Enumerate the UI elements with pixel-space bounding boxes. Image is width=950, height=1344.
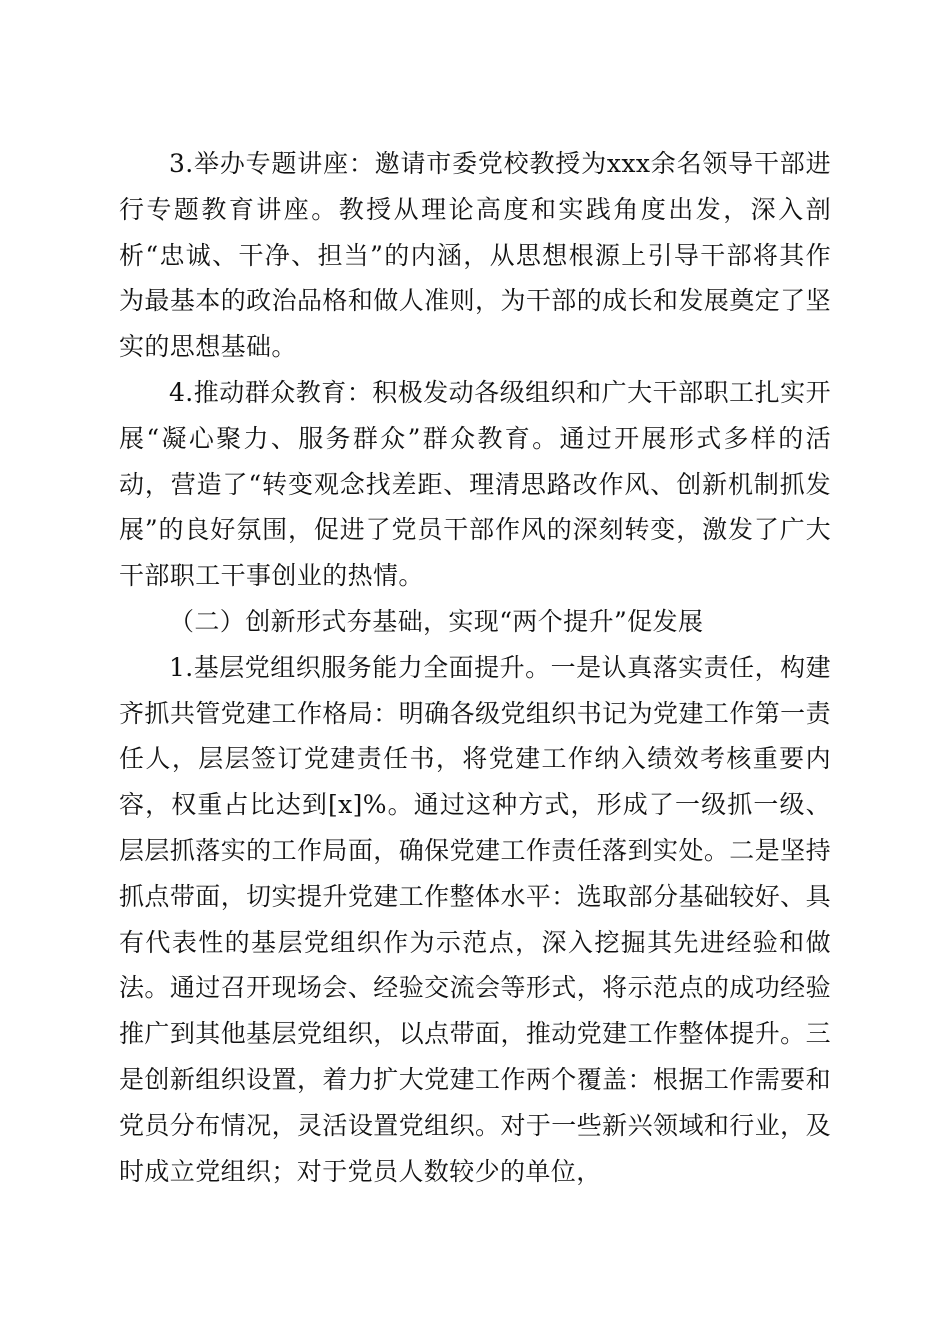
paragraph-service-capacity: 1.基层党组织服务能力全面提升。一是认真落实责任，构建齐抓共管党建工作格局：明确各级党组织书记为党建工作第一责任人，层层签订党建责任书，将党建工作纳入绩效考核重要内容，权重占比达到[x]%。通过这种方式，形成了一级抓一级、层层抓落实的工作局面，确保党建工作责任落到实处。二是坚持抓点带面，切实提升党建工作整体水平：选取部分基础较好、具有代表性的基层党组织作为示范点，深入挖掘其先进经验和做法。通过召开现场会、经验交流会等形式，将示范点的成功经验推广到其他基层党组织，以点带面，推动党建工作整体提升。三是创新组织设置，着力扩大党建工作两个覆盖：根据工作需要和党员分布情况，灵活设置党组织。对于一些新兴领域和行业，及时成立党组织；对于党员人数较少的单位， xyxy=(119,652,831,1186)
document-body xyxy=(119,141,831,1194)
paragraph-lecture: 3.举办专题讲座：邀请市委党校教授为xxx余名领导干部进行专题教育讲座。教授从理论高度和实践角度出发，深入剖析“忠诚、干净、担当”的内涵，从思想根源上引导干部将其作为最基本的政治品格和做人准则，为干部的成长和发展奠定了坚实的思想基础。 xyxy=(119,149,831,362)
section-heading: （二）创新形式夯基础，实现“两个提升”促发展 xyxy=(169,606,704,636)
paragraph-mass-education: 4.推动群众教育：积极发动各级组织和广大干部职工扎实开展“凝心聚力、服务群众”群众教育。通过开展形式多样的活动，营造了“转变观念找差距、理清思路改作风、创新机制抓发展”的良好氛围，促进了党员干部作风的深刻转变，激发了广大干部职工干事创业的热情。 xyxy=(119,377,831,591)
